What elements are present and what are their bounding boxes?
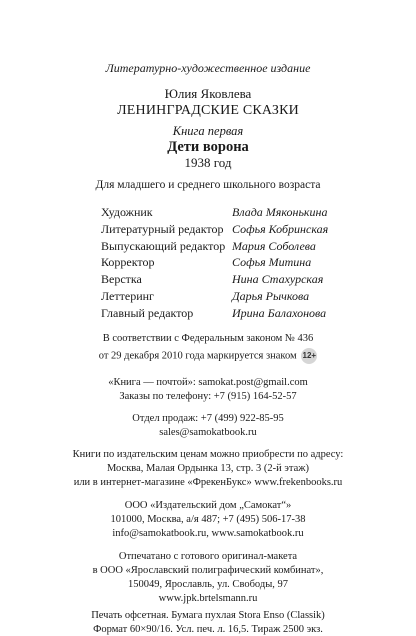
prices-line-2: Москва, Малая Ордынка 13, стр. 3 (2-й этаж) bbox=[106, 463, 310, 474]
book-year: 1938 год bbox=[184, 155, 232, 170]
credit-role: Леттеринг bbox=[101, 288, 154, 303]
credit-row bbox=[0, 238, 416, 255]
credit-name: Ирина Балахонова bbox=[232, 305, 327, 320]
credits-list bbox=[0, 204, 416, 322]
credit-role: Художник bbox=[101, 205, 153, 219]
credit-role: Литературный редактор bbox=[101, 221, 224, 236]
mail-order-line: «Книга — почтой»: samokat.post@gmail.com bbox=[108, 377, 308, 388]
phone-order-line: Заказы по телефону: +7 (915) 164-52-57 bbox=[119, 391, 297, 402]
credit-name: Софья Митина bbox=[232, 255, 312, 270]
specs-line-1: Печать офсетная. Бумага пухлая Stora Enso (Classik) bbox=[91, 610, 325, 621]
prices-line-3: или в интернет-магазине «ФрекенБукс» www.frekenbooks.ru bbox=[73, 477, 343, 488]
credit-name: Влада Мяконькина bbox=[232, 205, 328, 219]
credit-row bbox=[0, 204, 416, 221]
publisher-contacts: info@samokatbook.ru, www.samokatbook.ru bbox=[112, 528, 304, 539]
law-notice-text: от 29 декабря 2010 года маркируется знаком bbox=[98, 350, 297, 362]
age-rating-badge: 12+ bbox=[301, 348, 317, 364]
book-title: Дети ворона bbox=[167, 139, 249, 155]
credit-row bbox=[0, 221, 416, 238]
printing-line-2: в ООО «Ярославский полиграфический комбинат», bbox=[92, 565, 324, 576]
sales-phone-line: Отдел продаж: +7 (499) 922-85-95 bbox=[132, 413, 284, 424]
credit-row bbox=[0, 254, 416, 271]
sales-email: sales@samokatbook.ru bbox=[159, 427, 257, 438]
series-title: ЛЕНИНГРАДСКИЕ СКАЗКИ bbox=[117, 103, 299, 118]
credit-name: Нина Стахурская bbox=[232, 272, 324, 287]
specs-line-2: Формат 60×90/16. Усл. печ. л. 16,5. Тираж 2500 экз. bbox=[93, 624, 323, 635]
credit-row bbox=[0, 288, 416, 305]
printing-line-3: 150049, Ярославль, ул. Свободы, 97 bbox=[127, 579, 289, 590]
publisher-address: 101000, Москва, а/я 487; +7 (495) 506-17-38 bbox=[110, 514, 306, 525]
printing-line-4: www.jpk.brtelsmann.ru bbox=[158, 593, 258, 604]
credit-role: Выпускающий редактор bbox=[101, 238, 226, 253]
credit-name: Дарья Рычкова bbox=[232, 288, 310, 303]
credit-role: Корректор bbox=[101, 255, 155, 270]
printing-line-1: Отпечатано с готового оригинал-макета bbox=[118, 551, 298, 562]
author-name: Юлия Яковлева bbox=[164, 86, 252, 101]
book-number: Книга первая bbox=[172, 124, 244, 138]
prices-line-1: Книги по издательским ценам можно приобрести по адресу: bbox=[72, 449, 344, 460]
age-note: Для младшего и среднего школьного возраста bbox=[95, 179, 321, 191]
credit-row bbox=[0, 271, 416, 288]
edition-kind: Литературно-художественное издание bbox=[105, 61, 311, 75]
credit-name: Софья Кобринская bbox=[232, 221, 329, 236]
credit-role: Верстка bbox=[101, 272, 142, 287]
credit-name: Мария Соболева bbox=[232, 238, 316, 253]
credit-role: Главный редактор bbox=[101, 305, 194, 320]
law-notice-line-2 bbox=[0, 348, 416, 364]
law-notice-line-1: В соответствии с Федеральным законом № 436 bbox=[102, 333, 314, 344]
credit-row bbox=[0, 305, 416, 322]
publisher-name: ООО «Издательский дом „Самокат“» bbox=[124, 500, 292, 511]
